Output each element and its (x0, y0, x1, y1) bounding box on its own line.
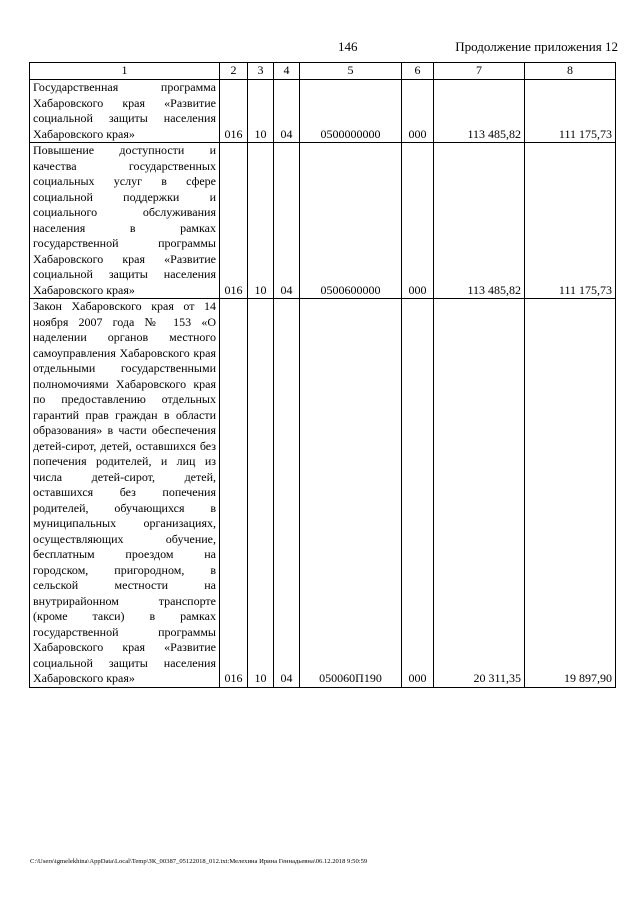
row-name: Государственная программа Хабаровского края «Развитие социальной защиты населения Хабаровского края» (30, 80, 220, 143)
cell-amount-8: 111 175,73 (525, 80, 616, 143)
cell-code: 016 (220, 80, 248, 143)
column-header: 6 (402, 63, 434, 80)
cell-amount-8: 19 897,90 (525, 299, 616, 688)
column-header: 4 (274, 63, 300, 80)
cell-section: 10 (248, 143, 274, 299)
file-path-footer: C:\Users\igmelekhina\AppData\Local\Temp\ЗК_00387_05122018_012.txt:Мелехина Ирина Геннадьевна\06.12.2018 9:50:59 (30, 858, 368, 865)
cell-section: 10 (248, 80, 274, 143)
budget-table (29, 62, 616, 688)
cell-type: 000 (402, 143, 434, 299)
cell-amount-8: 111 175,73 (525, 143, 616, 299)
column-header: 8 (525, 63, 616, 80)
table-row (30, 143, 616, 299)
column-header: 3 (248, 63, 274, 80)
cell-subsection: 04 (274, 143, 300, 299)
cell-target: 0500600000 (300, 143, 402, 299)
continuation-label: Продолжение приложения 12 (455, 39, 618, 54)
cell-amount-7: 113 485,82 (434, 143, 525, 299)
table-row (30, 80, 616, 143)
column-header: 7 (434, 63, 525, 80)
row-name: Повышение доступности и качества государственных социальных услуг в сфере социальной поддержки и социального обслуживания населения в рамках государственной программы Хабаровского края «Развитие социальной защиты населения Хабаровского края» (30, 143, 220, 299)
cell-code: 016 (220, 143, 248, 299)
cell-type: 000 (402, 299, 434, 688)
column-header: 2 (220, 63, 248, 80)
cell-amount-7: 113 485,82 (434, 80, 525, 143)
column-header: 1 (30, 63, 220, 80)
cell-subsection: 04 (274, 80, 300, 143)
table-row (30, 299, 616, 688)
column-header: 5 (300, 63, 402, 80)
cell-target: 050060П190 (300, 299, 402, 688)
page-number: 146 (338, 39, 358, 54)
cell-amount-7: 20 311,35 (434, 299, 525, 688)
cell-type: 000 (402, 80, 434, 143)
header-row (30, 63, 616, 80)
cell-section: 10 (248, 299, 274, 688)
row-name: Закон Хабаровского края от 14 ноября 2007 года № 153 «О наделении органов местного самоуправления Хабаровского края отдельными государственными полномочиями Хабаровского края по предоставлению отдельных гарантий прав граждан в области образования» в части обеспечения детей-сирот, детей, оставшихся без попечения родителей, и лиц из числа детей-сирот, детей, оставшихся без попечения родителей, обучающихся в муниципальных организациях, осуществляющих обучение, бесплатным проездом на городском, пригородном, в сельской местности на внутрирайонном транспорте (кроме такси) в рамках государственной программы Хабаровского края «Развитие социальной защиты населения Хабаровского края» (30, 299, 220, 688)
cell-target: 0500000000 (300, 80, 402, 143)
cell-subsection: 04 (274, 299, 300, 688)
cell-code: 016 (220, 299, 248, 688)
